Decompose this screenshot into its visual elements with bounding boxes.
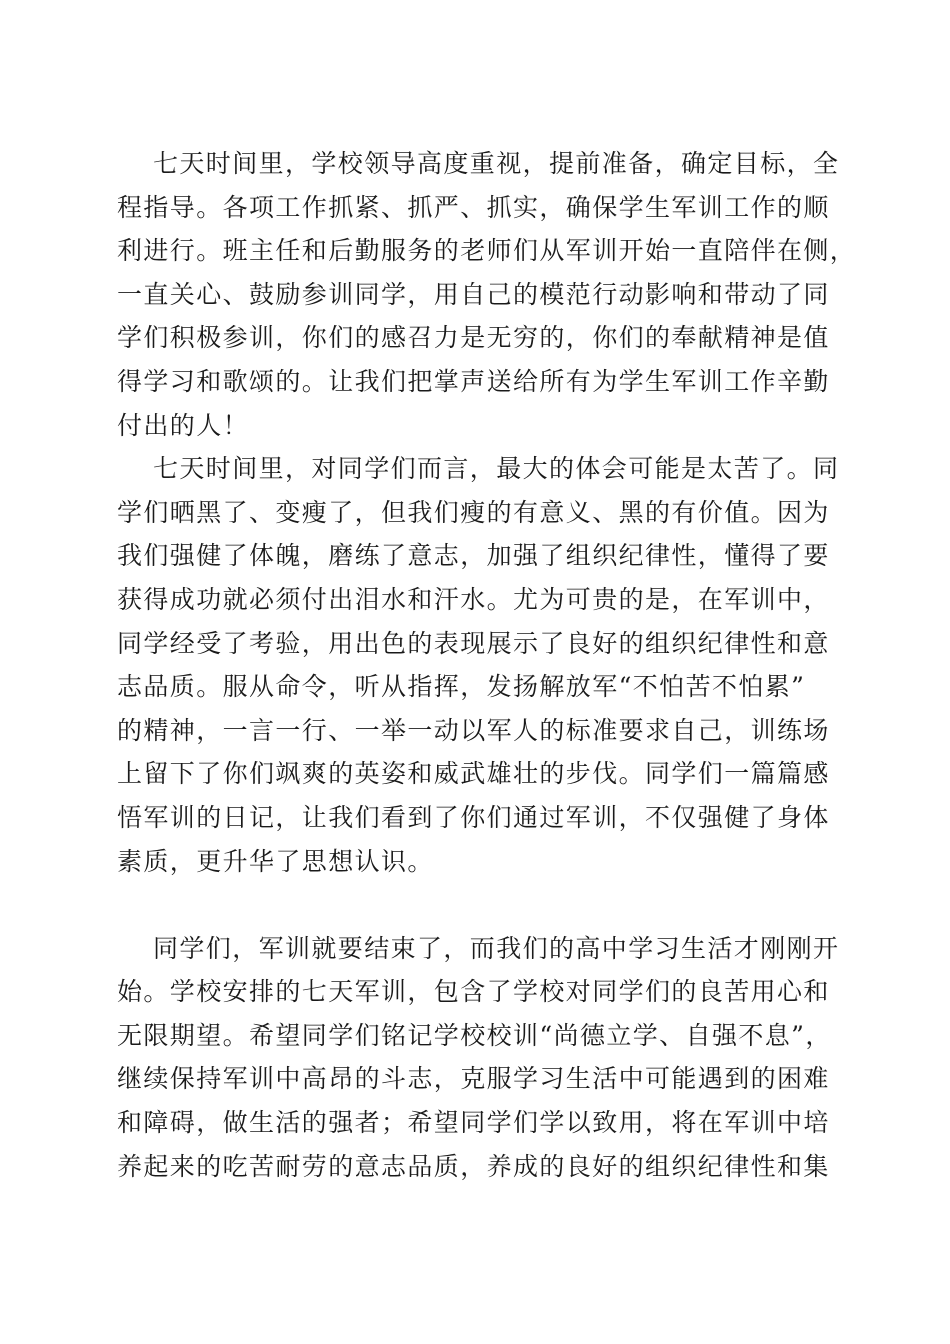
text-line: 悟军训的日记，让我们看到了你们通过军训，不仅强健了身体 (117, 802, 830, 832)
text-line: 同学们，军训就要结束了，而我们的高中学习生活才刚刚开 (153, 933, 840, 963)
text-line: 程指导。各项工作抓紧、抓严、抓实，确保学生军训工作的顺 (117, 192, 830, 222)
text-line: 素质，更升华了思想认识。 (117, 846, 434, 876)
text-line: 和障碍，做生活的强者；希望同学们学以致用，将在军训中培 (117, 1108, 830, 1138)
text-line: 始。学校安排的七天军训，包含了学校对同学们的良苦用心和 (117, 977, 830, 1007)
text-line: 无限期望。希望同学们铭记学校校训“尚德立学、自强不息”， (117, 1020, 832, 1050)
paragraph (117, 142, 857, 447)
text-line: 学们积极参训，你们的感召力是无穷的，你们的奉献精神是值 (117, 323, 830, 353)
text-line: 同学经受了考验，用出色的表现展示了良好的组织纪律性和意 (117, 628, 830, 658)
text-line: 继续保持军训中高昂的斗志，克服学习生活中可能遇到的困难 (117, 1064, 830, 1094)
text-line: 付出的人！ (117, 410, 250, 440)
text-line: 七天时间里，学校领导高度重视，提前准备，确定目标，全 (153, 149, 840, 178)
text-line: 的精神，一言一行、一举一动以军人的标准要求自己，训练场 (117, 715, 830, 745)
document-body (117, 142, 857, 1188)
paragraph (117, 927, 840, 1189)
paragraph (117, 447, 840, 927)
text-line: 养起来的吃苦耐劳的意志品质，养成的良好的组织纪律性和集 (117, 1151, 830, 1181)
text-line: 利进行。班主任和后勤服务的老师们从军训开始一直陪伴在侧， (117, 236, 857, 266)
text-line (117, 883, 837, 927)
text-line: 上留下了你们飒爽的英姿和威武雄壮的步伐。同学们一篇篇感 (117, 759, 830, 789)
text-line: 七天时间里，对同学们而言，最大的体会可能是太苦了。同 (153, 454, 840, 484)
text-line: 我们强健了体魄，磨练了意志，加强了组织纪律性，懂得了要 (117, 541, 830, 571)
text-line: 学们晒黑了、变瘦了，但我们瘦的有意义、黑的有价值。因为 (117, 497, 830, 527)
text-line: 一直关心、鼓励参训同学，用自己的模范行动影响和带动了同 (117, 279, 830, 309)
text-line: 志品质。服从命令，听从指挥，发扬解放军“不怕苦不怕累” (117, 672, 806, 702)
text-line: 得学习和歌颂的。让我们把掌声送给所有为学生军训工作辛勤 (117, 366, 830, 396)
text-line: 获得成功就必须付出泪水和汗水。尤为可贵的是，在军训中， (117, 584, 830, 614)
